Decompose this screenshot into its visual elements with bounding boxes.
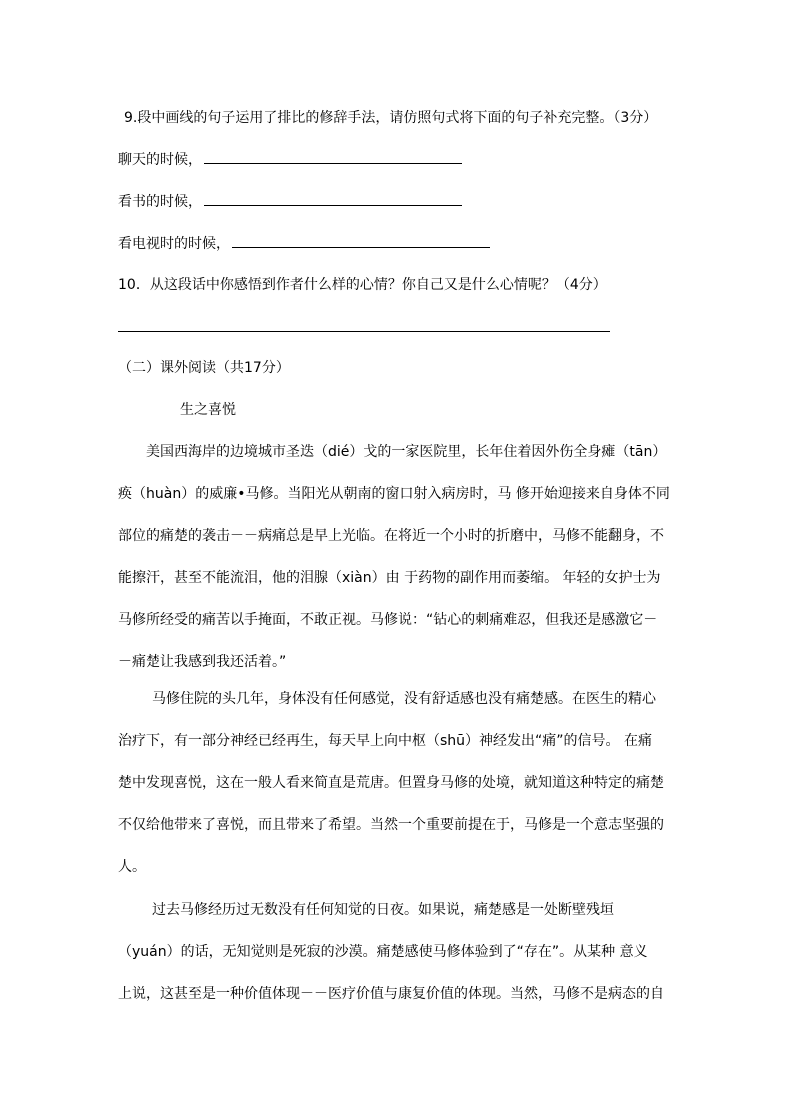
question-9-blank-2: [118, 193, 462, 211]
passage-line: 人。: [118, 859, 146, 875]
passage-line: 部位的痛楚的袭击－－病痛总是早上光临。在将近一个小时的折磨中，马修不能翻身，不: [118, 528, 664, 544]
answer-blank[interactable]: [204, 193, 462, 206]
question-9-prompt: 9.段中画线的句子运用了排比的修辞手法，请仿照句式将下面的句子补充完整。（3分）: [124, 110, 658, 126]
passage-line: 马修住院的头几年，身体没有任何感觉，没有舒适感也没有痛楚感。在医生的精心: [152, 691, 656, 707]
passage-title: 生之喜悦: [180, 402, 236, 418]
passage-line: 楚中发现喜悦，这在一般人看来简直是荒唐。但置身马修的处境，就知道这种特定的痛楚: [118, 775, 664, 791]
question-10-answer-line[interactable]: [118, 331, 610, 332]
question-10-prompt: 10．从这段话中你感悟到作者什么样的心情？你自己又是什么心情呢？（4分）: [118, 277, 607, 293]
question-9-blank-1: [118, 151, 462, 169]
answer-blank[interactable]: [204, 151, 462, 164]
passage-line: 治疗下，有一部分神经已经再生，每天早上向中枢（shū）神经发出“痛”的信号。 在痛: [118, 733, 652, 749]
passage-line: 痪（huàn）的威廉•马修。当阳光从朝南的窗口射入病房时，马 修开始迎接来自身体不同: [118, 486, 670, 502]
passage-line: 能擦汗，甚至不能流泪，他的泪腺（xiàn）由 于药物的副作用而萎缩。 年轻的女护士为: [118, 570, 661, 586]
passage-line: 过去马修经历过无数没有任何知觉的日夜。如果说，痛楚感是一处断壁残垣: [152, 902, 614, 918]
blank-label: 看电视时的时候，: [118, 236, 230, 252]
blank-label: 聊天的时候，: [118, 152, 202, 168]
passage-line: －痛楚让我感到我还活着。”: [118, 654, 287, 670]
answer-blank[interactable]: [232, 235, 490, 248]
section-heading: （二）课外阅读（共17分）: [118, 360, 290, 376]
question-9-blank-3: [118, 235, 490, 253]
passage-line: 不仅给他带来了喜悦，而且带来了希望。当然一个重要前提在于，马修是一个意志坚强的: [118, 817, 664, 833]
passage-line: （yuán）的话，无知觉则是死寂的沙漠。痛楚感使马修体验到了“存在”。从某种 意义: [118, 944, 648, 960]
passage-line: 上说，这甚至是一种价值体现－－医疗价值与康复价值的体现。当然，马修不是病态的自: [118, 986, 664, 1002]
passage-line: 马修所经受的痛苦以手掩面，不敢正视。马修说：“钻心的刺痛难忍，但我还是感激它－: [118, 612, 658, 628]
passage-line: 美国西海岸的边境城市圣迭（dié）戈的一家医院里，长年住着因外伤全身瘫（tān）: [146, 444, 667, 460]
blank-label: 看书的时候，: [118, 194, 202, 210]
